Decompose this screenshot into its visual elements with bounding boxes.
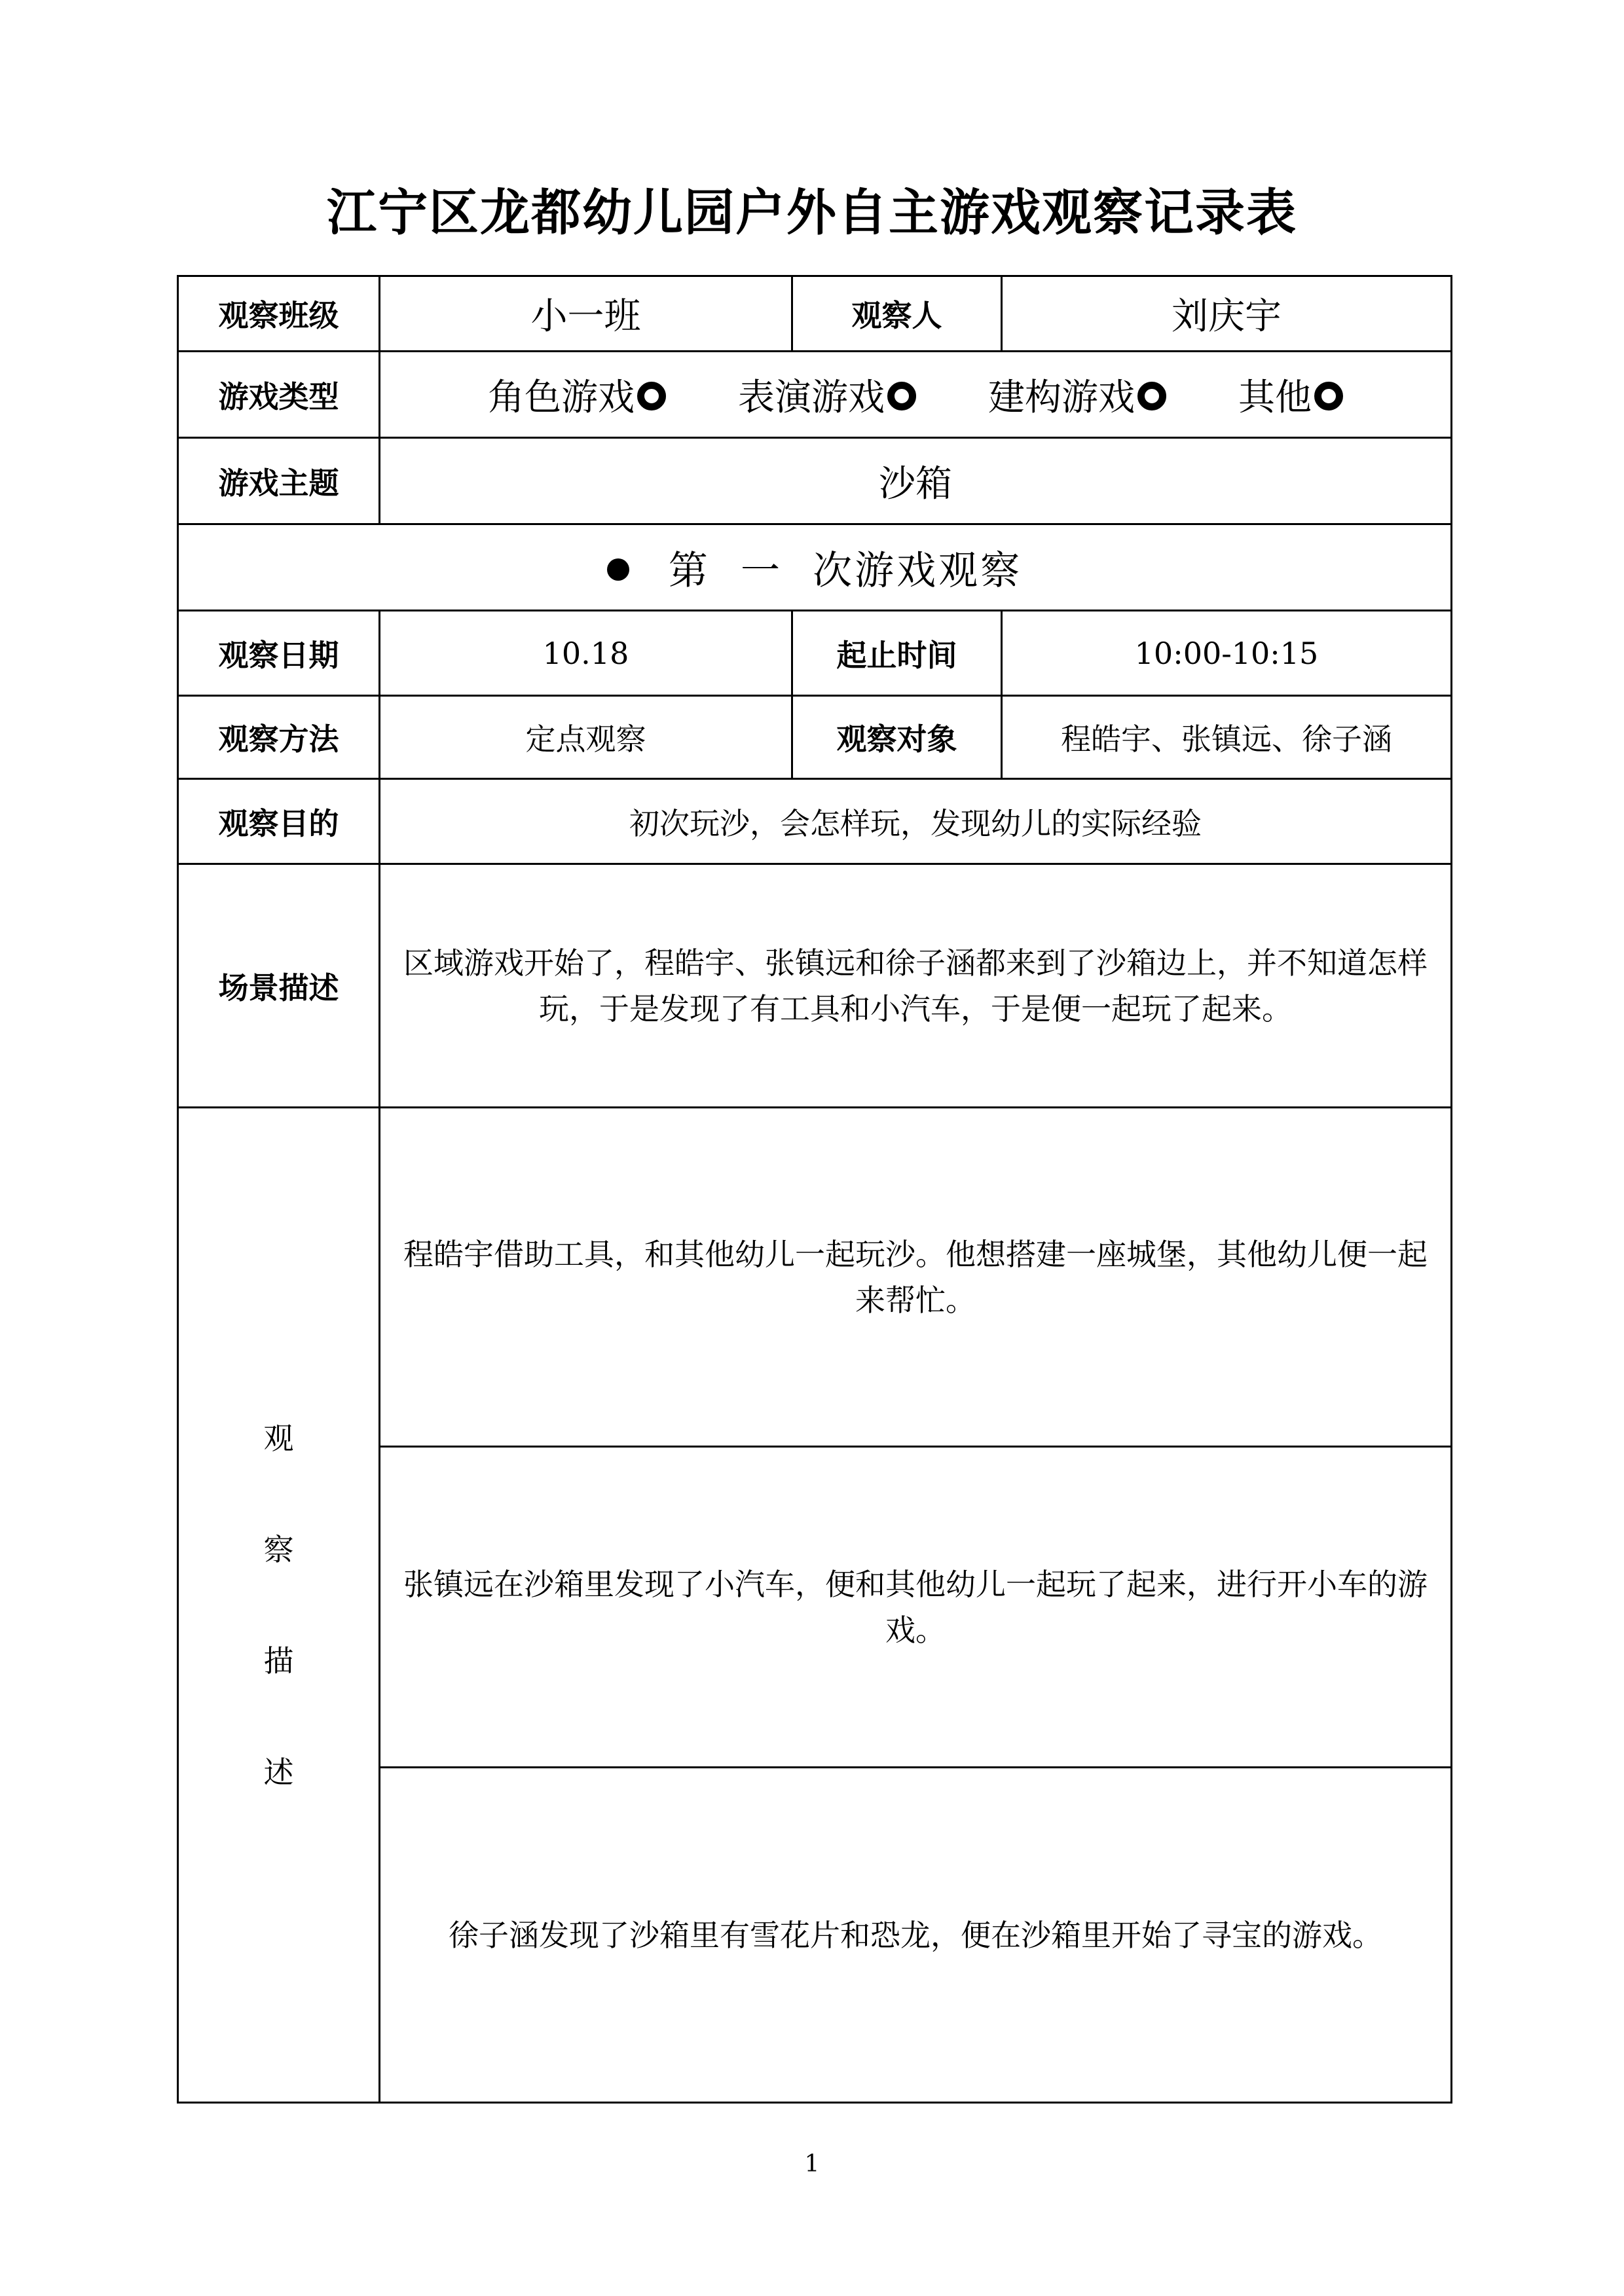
document-title: 江宁区龙都幼儿园户外自主游戏观察记录表 xyxy=(327,183,1297,242)
game-type-option[interactable] xyxy=(988,369,1166,421)
bullet-icon xyxy=(607,558,629,581)
subjects-label: 观察对象 xyxy=(792,696,1002,779)
game-type-label: 游戏类型 xyxy=(178,352,380,438)
method-label: 观察方法 xyxy=(178,696,380,779)
observer-label: 观察人 xyxy=(792,276,1002,352)
purpose-label: 观察目的 xyxy=(178,779,380,864)
theme-label: 游戏主题 xyxy=(178,438,380,524)
scene-description: 区域游戏开始了，程皓宇、张镇远和徐子涵都来到了沙箱边上，并不知道怎样玩，于是发现了有工具和小汽车，于是便一起玩了起来。 xyxy=(380,864,1452,1108)
theme-value: 沙箱 xyxy=(380,438,1452,524)
game-type-options xyxy=(380,352,1452,438)
observation-label-char: 描 xyxy=(263,1643,294,1679)
radio-circle-icon[interactable] xyxy=(1314,382,1343,410)
observation-entry: 张镇远在沙箱里发现了小汽车，便和其他幼儿一起玩了起来，进行开小车的游戏。 xyxy=(380,1447,1452,1768)
observation-label-char: 观 xyxy=(263,1420,294,1456)
game-type-option[interactable] xyxy=(1238,369,1343,421)
radio-circle-icon[interactable] xyxy=(1137,382,1166,410)
purpose-value: 初次玩沙，会怎样玩，发现幼儿的实际经验 xyxy=(380,779,1452,864)
class-value: 小一班 xyxy=(380,276,792,352)
observation-record-table xyxy=(177,275,1452,2104)
game-type-option-label: 建构游戏 xyxy=(988,376,1135,419)
session-heading xyxy=(178,524,1452,611)
page-number: 1 xyxy=(804,2151,820,2178)
subjects-value: 程皓宇、张镇远、徐子涵 xyxy=(1002,696,1452,779)
game-type-option[interactable] xyxy=(488,369,666,421)
radio-circle-icon[interactable] xyxy=(887,382,916,410)
date-value: 10.18 xyxy=(380,611,792,696)
observation-label-char: 述 xyxy=(263,1754,294,1790)
observer-value: 刘庆宇 xyxy=(1002,276,1452,352)
observation-description-label xyxy=(178,1108,380,2103)
observation-label-char: 察 xyxy=(263,1531,294,1567)
class-label: 观察班级 xyxy=(178,276,380,352)
game-type-option-label: 角色游戏 xyxy=(488,376,635,419)
game-type-option[interactable] xyxy=(738,369,916,421)
method-value: 定点观察 xyxy=(380,696,792,779)
radio-circle-icon[interactable] xyxy=(637,382,666,410)
scene-label: 场景描述 xyxy=(178,864,380,1108)
observation-entry: 徐子涵发现了沙箱里有雪花片和恐龙，便在沙箱里开始了寻宝的游戏。 xyxy=(380,1768,1452,2103)
session-heading-text: 第 一 次游戏观察 xyxy=(668,547,1023,594)
time-value: 10:00-10:15 xyxy=(1002,611,1452,696)
date-label: 观察日期 xyxy=(178,611,380,696)
time-label: 起止时间 xyxy=(792,611,1002,696)
observation-entry: 程皓宇借助工具，和其他幼儿一起玩沙。他想搭建一座城堡，其他幼儿便一起来帮忙。 xyxy=(380,1108,1452,1447)
game-type-option-label: 其他 xyxy=(1238,376,1312,419)
game-type-option-label: 表演游戏 xyxy=(738,376,885,419)
